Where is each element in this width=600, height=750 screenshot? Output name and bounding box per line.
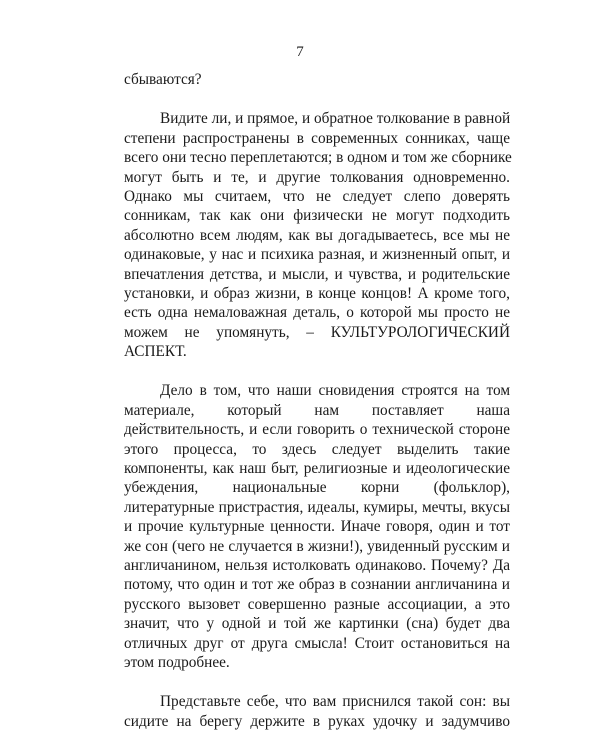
paragraph-gap [124, 361, 510, 381]
paragraph-gap [124, 672, 510, 692]
paragraph-dream-example [124, 692, 510, 731]
text-line: убеждения, национальные корни (фольклор), [124, 479, 510, 497]
text-line: и прочие культурные ценности. Иначе говоря, один и тот [124, 518, 510, 536]
text-line: могут быть и те, и другие толкования одновременно. [124, 168, 510, 186]
text-line: всего они тесно переплетаются; в одном и том же сборнике [124, 149, 512, 167]
text-line: установки, и образ жизни, в конце концов! А кроме того, [124, 284, 510, 302]
text-line: Дело в том, что наши сновидения строятся на том [160, 382, 510, 400]
page-number: 7 [296, 44, 304, 60]
text-line: одинаковые, у нас и психика разная, и жизненный опыт, и [124, 246, 510, 264]
text-line: АСПЕКТ. [124, 343, 187, 361]
text-line: сонникам, так как они физически не могут подходить [124, 207, 510, 225]
text-line: можем не упомянуть, – КУЛЬТУРОЛОГИЧЕСКИЙ [124, 323, 510, 341]
paragraph-continuation [124, 70, 510, 89]
text-line: англичанином, нельзя истолковать одинаково. Почему? Да [124, 556, 510, 574]
text-line: же сон (чего не случается в жизни!), увиденный русским и [124, 537, 510, 555]
text-line: значит, что у одной и той же картинки (сна) будет два [124, 615, 510, 633]
paragraph-cultural-aspect [124, 381, 510, 672]
text-line: русского вызовет совершенно разные ассоциации, а это [124, 595, 510, 613]
paragraph-interpretation [124, 109, 510, 361]
text-line: компоненты, как наш быт, религиозные и идеологические [124, 460, 510, 478]
text-line: впечатления детства, и мысли, и чувства, и родительские [124, 265, 510, 283]
text-line: этого процесса, то здесь следует выделить такие [124, 440, 510, 458]
text-line: Видите ли, и прямое, и обратное толкование в равной [160, 110, 511, 128]
text-line: действительность, и если говорить о технической стороне [124, 421, 510, 439]
text-line: материале, который нам поставляет наша [124, 401, 510, 419]
text-line: отличных друг от друга смысла! Стоит остановиться на [124, 634, 510, 652]
text-line: литературные пристрастия, идеалы, кумиры, мечты, вкусы [124, 498, 510, 516]
text-line: сбываются? [124, 71, 202, 88]
text-line: абсолютно всем людям, как вы догадываетесь, все мы не [124, 226, 510, 244]
text-line: потому, что один и тот же образ в сознании англичанина и [124, 576, 510, 594]
page-body [124, 70, 510, 731]
text-line: степени распространены в современных сонниках, чаще [124, 129, 510, 147]
text-line: этом подробнее. [124, 653, 230, 671]
text-line: Представьте себе, что вам приснился такой сон: вы [160, 693, 510, 711]
text-line: есть одна немаловажная деталь, о которой мы просто не [124, 304, 510, 322]
text-line: сидите на берегу держите в руках удочку и задумчиво [124, 712, 510, 730]
text-line: Однако мы считаем, что не следует слепо доверять [124, 187, 510, 205]
